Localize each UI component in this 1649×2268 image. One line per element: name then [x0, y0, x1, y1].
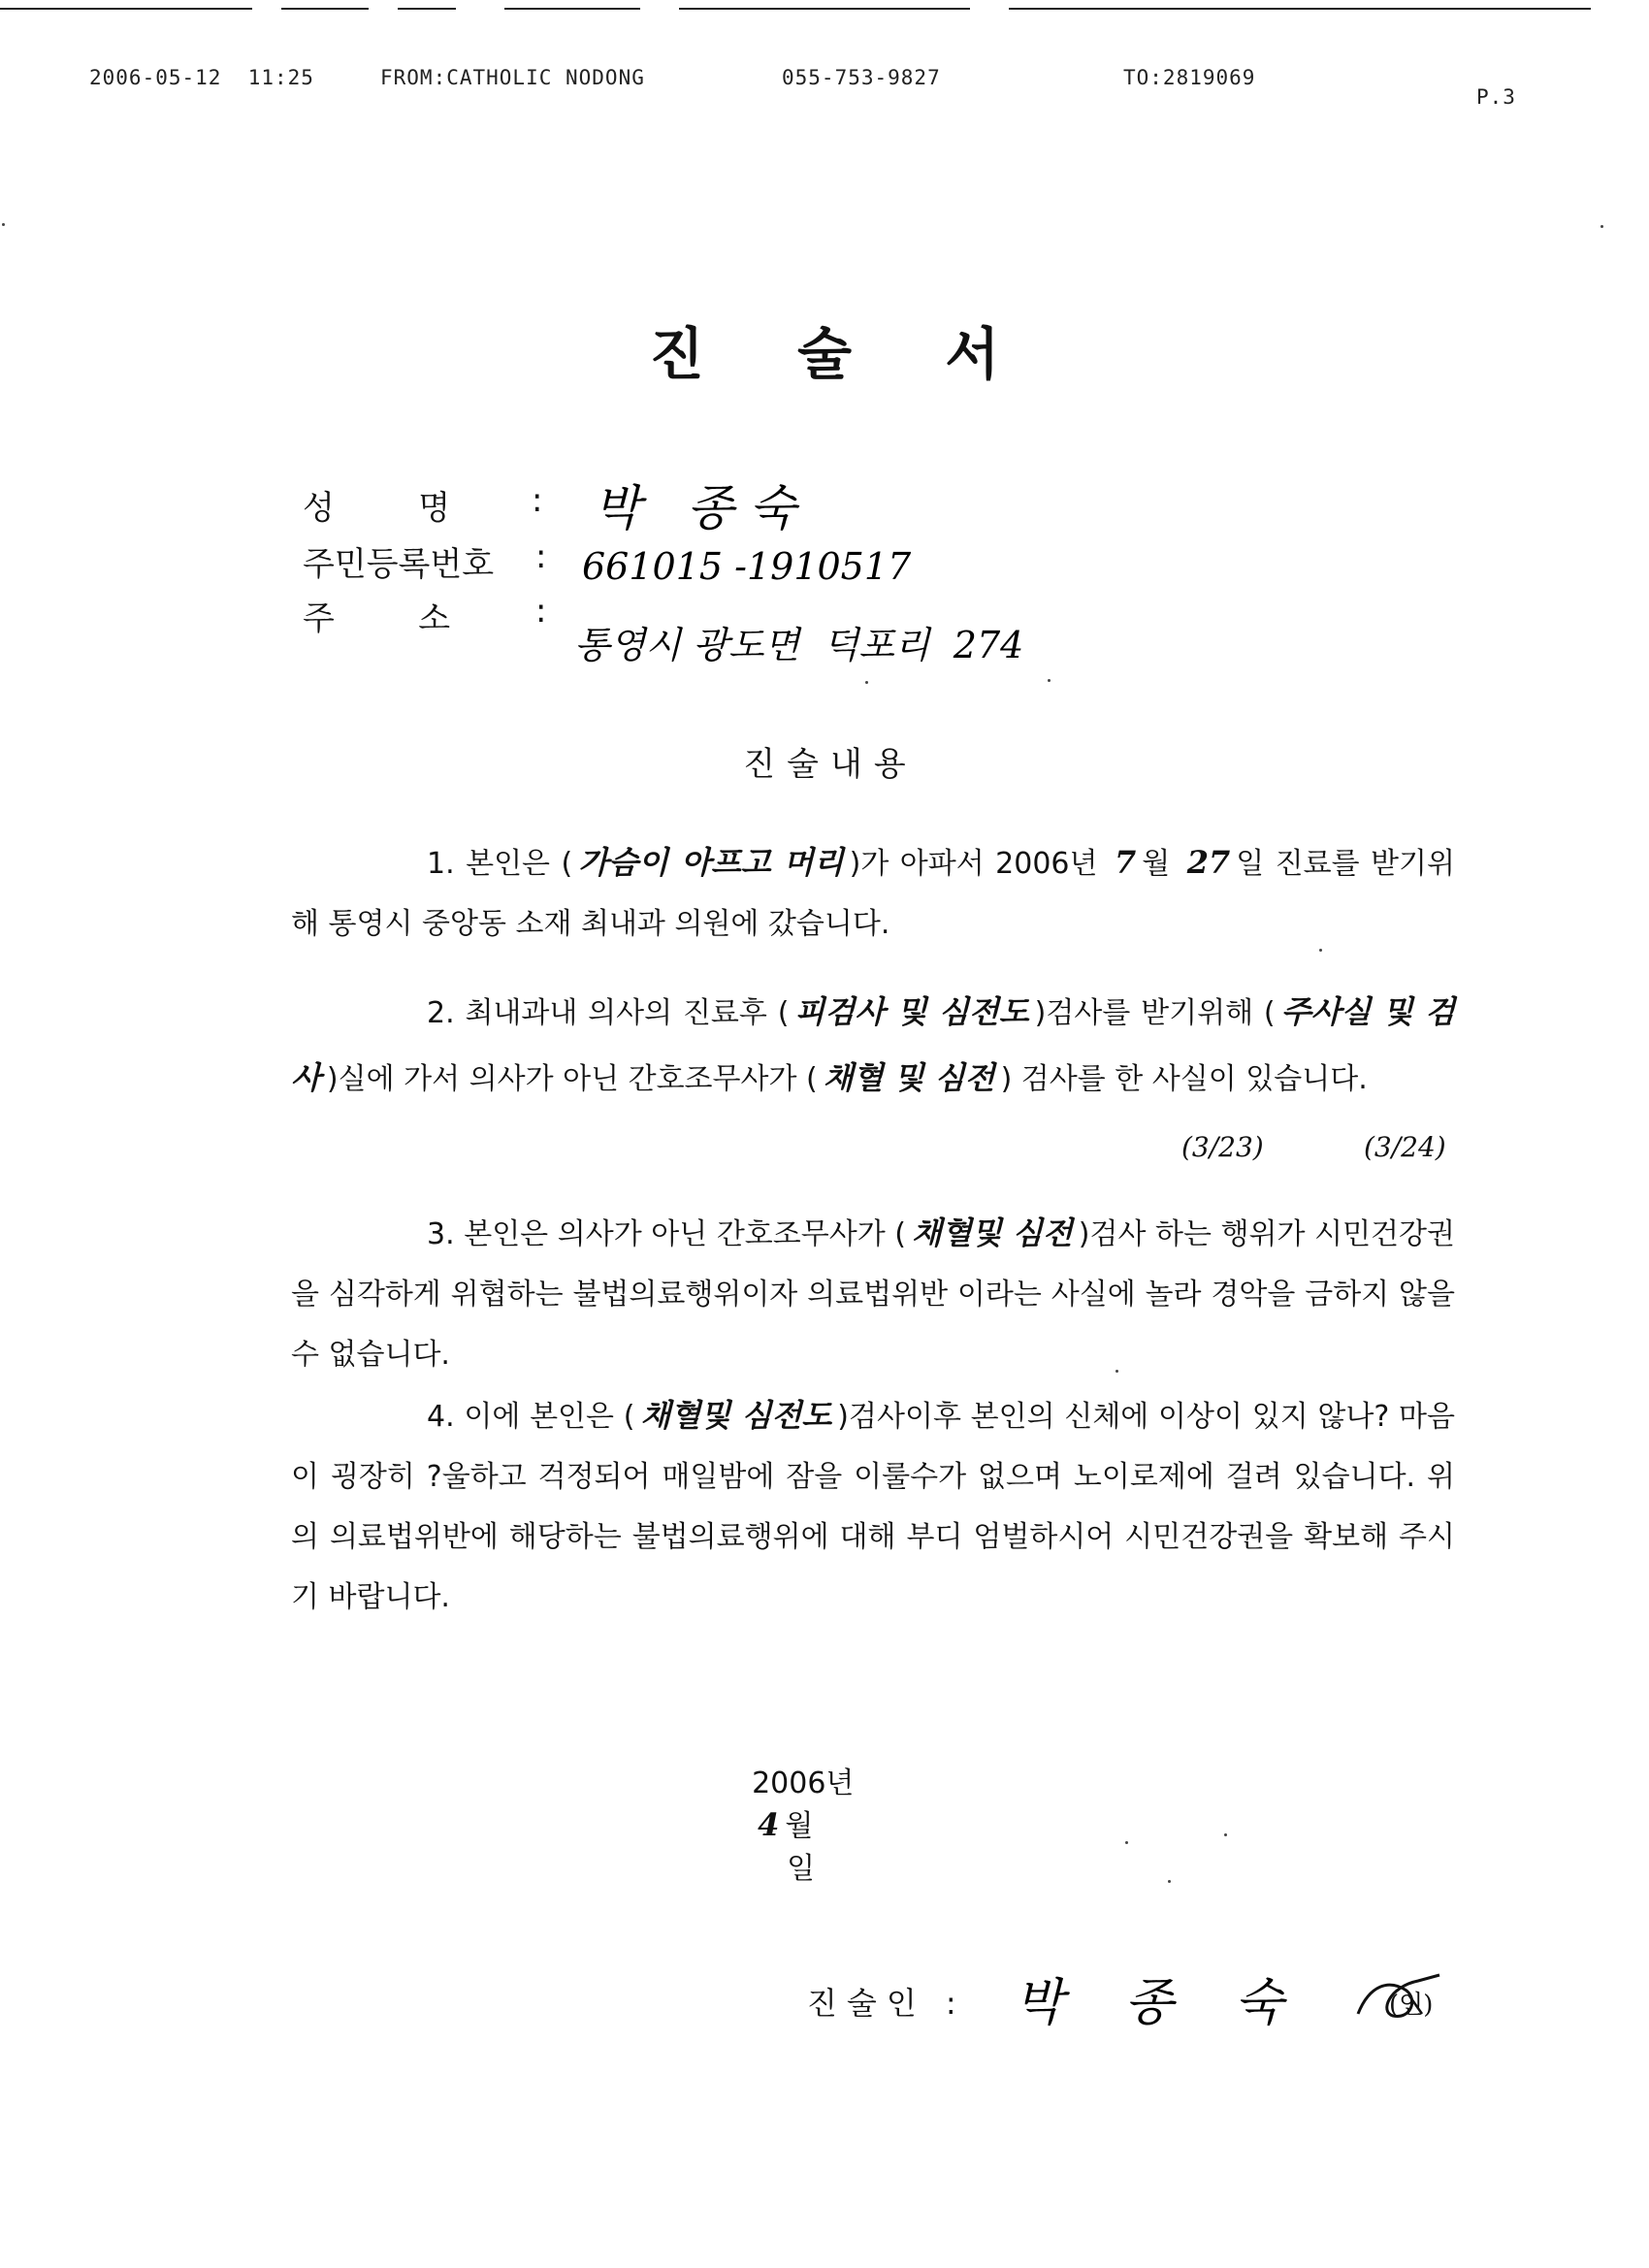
address-value: 통영시 광도면 덕포리 274	[574, 624, 1024, 666]
p2-date-note-2: (3/24)	[1364, 1131, 1446, 1163]
statement-paragraph-1	[291, 832, 1455, 955]
p1-suffix: 일 진료를 받기위해 통영시 중앙동 소재 최내과 의원에 갔습니다.	[291, 847, 1455, 941]
statement-date	[733, 1725, 854, 1887]
scan-speck	[1168, 1880, 1171, 1883]
p1-prefix: 1. 본인은 (	[427, 847, 573, 881]
address-label: 주 소	[303, 599, 451, 638]
p1-handwritten-month: 7	[1114, 844, 1137, 881]
scan-speck	[1224, 1833, 1227, 1836]
fax-top-border	[398, 8, 456, 10]
address-colon: :	[535, 592, 547, 631]
fax-phone: 055-753-9827	[782, 66, 941, 89]
scan-speck	[1125, 1841, 1128, 1844]
date-day-label: 일	[787, 1852, 816, 1886]
p2-handwritten-procedure: 채혈 및 심전	[823, 1059, 995, 1096]
scan-speck	[1600, 225, 1603, 228]
scan-speck	[2, 223, 5, 226]
seal-label: (인)	[1389, 1991, 1434, 2020]
id-number-colon: :	[535, 537, 547, 576]
scan-speck	[1048, 679, 1051, 682]
statement-paragraph-3	[291, 1203, 1455, 1385]
declarant-signature-name: 박 종 숙	[1015, 1974, 1293, 2032]
fax-from: FROM:CATHOLIC NODONG	[380, 66, 645, 89]
p4-suffix: )검사이후 본인의 신체에 이상이 있지 않나? 마음이 굉장히 ?울하고 걱정되어 매일밤에 잠을 이룰수가 없으며 노이로제에 걸려 있습니다. 위의 의료법위반에 해당하는 불법의료행위에 대해 부디 엄벌하시어 시민건강권을 확보해 주시기 바랍니다.	[291, 1400, 1455, 1614]
scan-speck	[1319, 949, 1322, 952]
fax-top-border	[504, 8, 640, 10]
p4-prefix: 4. 이에 본인은 (	[427, 1400, 635, 1434]
p1-month-label: 월	[1142, 847, 1171, 881]
p1-handwritten-day: 27	[1186, 844, 1231, 881]
fax-datetime: 2006-05-12 11:25	[89, 66, 314, 89]
scan-speck	[1116, 1370, 1118, 1373]
fax-top-border	[0, 8, 252, 10]
p3-suffix: )검사 하는 행위가 시민건강권을 심각하게 위협하는 불법의료행위이자 의료법위반 이라는 사실에 놀라 경악을 금하지 않을 수 없습니다.	[291, 1217, 1455, 1372]
fax-top-border	[281, 8, 369, 10]
p1-mid: )가 아파서 2006년	[849, 847, 1098, 881]
p2-mid1: )검사를 받기위해 (	[1034, 996, 1276, 1030]
fax-page-number: P.3	[1476, 85, 1516, 109]
id-number-value: 661015 -1910517	[582, 545, 912, 588]
p2-suffix: ) 검사를 한 사실이 있습니다.	[1000, 1062, 1368, 1096]
name-colon: :	[532, 481, 543, 520]
p1-handwritten-symptoms: 가슴이 아프고 머리	[578, 844, 844, 881]
scan-speck	[865, 681, 868, 684]
p2-date-note-1: (3/23)	[1181, 1131, 1264, 1163]
name-label: 성 명	[303, 489, 451, 528]
p3-handwritten-procedure: 채혈및 심전	[912, 1215, 1073, 1251]
p2-prefix: 2. 최내과내 의사의 진료후 (	[427, 996, 790, 1030]
p3-prefix: 3. 본인은 의사가 아닌 간호조무사가 (	[427, 1217, 906, 1251]
p2-handwritten-tests: 피검사 및 심전도	[794, 993, 1029, 1030]
fax-top-border	[679, 8, 970, 10]
fax-top-border	[1009, 8, 1591, 10]
p4-handwritten-procedure: 채혈및 심전도	[640, 1397, 832, 1434]
fax-to: TO:2819069	[1123, 66, 1256, 89]
date-month-label: 월	[785, 1809, 814, 1843]
name-value: 박 종 숙	[594, 480, 796, 536]
date-year: 2006년	[752, 1766, 855, 1800]
seal-mark	[1350, 1965, 1443, 2029]
date-handwritten-month: 4	[758, 1806, 780, 1843]
declarant-label: 진술인 :	[807, 1985, 966, 2022]
statement-section-title: 진술내용	[743, 745, 918, 784]
id-number-label: 주민등록번호	[303, 545, 495, 584]
document-title: 진 술 서	[649, 321, 1037, 387]
p2-handwritten-room: 주사실 및 검사	[291, 993, 1456, 1096]
statement-paragraph-4	[291, 1385, 1455, 1628]
statement-paragraph-2	[291, 980, 1455, 1112]
p2-mid2: )실에 가서 의사가 아닌 간호조무사가 (	[326, 1062, 818, 1096]
